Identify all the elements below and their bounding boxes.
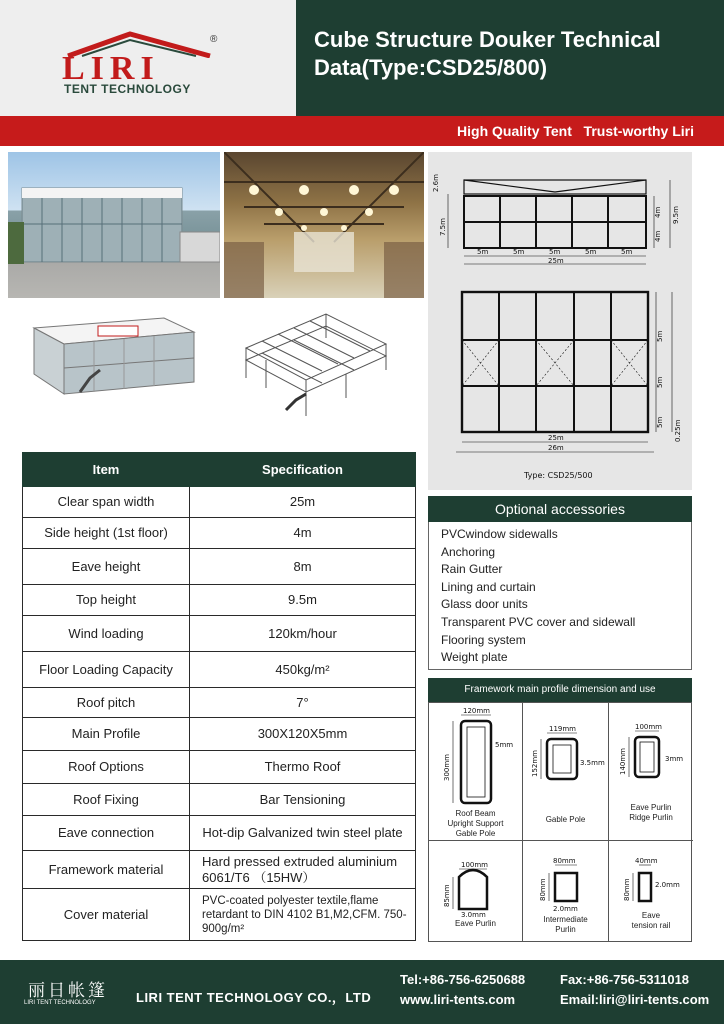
intermediate-purlin-width: 80mm: [553, 857, 576, 865]
eave-purlin-thickness: 3mm: [665, 755, 684, 763]
dim-plan-bay-1: 5m: [656, 330, 664, 342]
gable-pole-height: 152mm: [531, 750, 539, 777]
dim-bay-1: 5m: [477, 248, 489, 256]
footer-logo-cn: 丽日帐篷: [28, 981, 108, 1000]
table-row: Roof Options Thermo Roof: [23, 751, 416, 784]
table-row: Eave height 8m: [23, 549, 416, 585]
table-row: Roof pitch 7°: [23, 688, 416, 718]
list-item: Transparent PVC cover and sidewall: [441, 614, 636, 629]
list-item: PVCwindow sidewalls: [441, 527, 558, 541]
list-item: Lining and curtain: [441, 579, 536, 594]
intermediate-purlin-thickness: 2.0mm: [553, 905, 578, 913]
gable-pole-thickness: 3.5mm: [580, 759, 605, 767]
eave-tension-rail-height: 80mm: [623, 878, 631, 901]
dim-plan-span: 25m: [548, 434, 564, 442]
optional-accessories-list: [428, 522, 692, 670]
intermediate-purlin-profile-icon: [523, 841, 609, 913]
dim-elev-right-1: 4m: [654, 206, 662, 218]
table-row: Eave connection Hot-dip Galvanized twin steel plate: [23, 816, 416, 851]
list-item: Rain Gutter: [441, 562, 503, 577]
registered-mark: ®: [210, 34, 218, 45]
logo-subtitle: TENT TECHNOLOGY: [64, 82, 191, 96]
eave-purlin-c-profile-icon: [429, 841, 523, 917]
dim-bay-2: 5m: [513, 248, 525, 256]
roof-beam-height: 300mm: [443, 754, 451, 781]
eave-purlin-c-thickness: 3.0mm: [461, 911, 486, 917]
exterior-photo: [8, 152, 220, 298]
dim-elev-right-2: 4m: [654, 230, 662, 242]
table-row: Framework material Hard pressed extruded aluminium 6061/T6 （15HW）: [23, 851, 416, 889]
rendering-3d: [24, 308, 200, 400]
list-item: Anchoring: [441, 544, 496, 559]
intermediate-purlin-height: 80mm: [539, 878, 547, 901]
table-row: Wind loading 120km/hour: [23, 616, 416, 652]
table-row: Roof Fixing Bar Tensioning: [23, 784, 416, 816]
framework-profiles-grid: [428, 702, 692, 942]
col-header-spec: Specification: [190, 453, 416, 487]
table-row: Main Profile 300X120X5mm: [23, 718, 416, 751]
page-title: Cube Structure Douker Technical Data(Type:CSD25/800): [314, 27, 661, 80]
dim-plan-bay-3: 5m: [656, 416, 664, 428]
framework-profiles-title: Framework main profile dimension and use: [428, 678, 692, 702]
dim-span: 25m: [548, 257, 564, 265]
fax-number: Fax:+86-756-5311018: [560, 972, 690, 987]
eave-tension-rail-profile-icon: [609, 841, 693, 909]
interior-photo: [224, 152, 424, 298]
list-item: Weight plate: [441, 650, 508, 665]
dim-elev-left: 7.5m: [439, 218, 447, 236]
drawing-type-label: Type: CSD25/500: [524, 471, 593, 480]
list-item: Flooring system: [441, 632, 526, 647]
profile-eave-ridge-purlin: 100mm 140mm 3mm Eave Purlin Ridge Purlin: [609, 703, 693, 841]
dim-plan-total: 26m: [548, 444, 564, 452]
table-row: Cover material PVC-coated polyester textile,flame retardant to DIN 4102 B1,M2,CFM. 750-900g/m²: [23, 889, 416, 941]
eave-purlin-width: 100mm: [635, 723, 662, 731]
frame-structure-drawing: [236, 308, 390, 424]
dim-bay-4: 5m: [585, 248, 597, 256]
footer: [0, 960, 724, 1024]
dim-elev-top: 2.6m: [432, 174, 440, 192]
company-name: LIRI TENT TECHNOLOGY CO.，LTD: [136, 990, 372, 1005]
table-row: Side height (1st floor) 4m: [23, 518, 416, 549]
eave-purlin-c-width: 100mm: [461, 861, 488, 869]
dim-plan-bay-2: 5m: [656, 376, 664, 388]
eave-purlin-profile-icon: [609, 703, 693, 799]
spec-table: [22, 452, 416, 941]
phone-number: Tel:+86-756-6250688: [400, 972, 526, 987]
roof-beam-width: 120mm: [463, 707, 490, 715]
profile-intermediate-purlin: 80mm 80mm 2.0mm Intermediate Purlin: [523, 841, 609, 941]
table-row: Clear span width 25m: [23, 487, 416, 518]
dim-bay-5: 5m: [621, 248, 633, 256]
eave-purlin-height: 140mm: [619, 748, 627, 775]
col-header-item: Item: [23, 453, 190, 487]
roof-beam-thickness: 5mm: [495, 741, 514, 749]
table-row: Floor Loading Capacity 450kg/m²: [23, 652, 416, 688]
eave-tension-rail-width: 40mm: [635, 857, 658, 865]
eave-purlin-c-height: 85mm: [443, 884, 451, 907]
technical-drawing-panel: [428, 152, 692, 490]
profile-eave-tension-rail: 40mm 80mm 2.0mm Eave tension rail: [609, 841, 693, 941]
profile-roof-beam: 120mm 300mm 5mm Roof Beam Upright Support Gable Pole: [429, 703, 523, 841]
dim-elev-total: 9.5m: [672, 206, 680, 224]
gable-pole-width: 119mm: [549, 725, 576, 733]
logo-wordmark: LIRI: [62, 50, 160, 87]
roof-beam-profile-icon: [429, 703, 523, 807]
eave-tension-rail-thickness: 2.0mm: [655, 881, 680, 889]
liri-logo: [60, 28, 230, 98]
tagline-bar: [0, 116, 724, 146]
elevation-and-plan-drawing: [428, 152, 692, 490]
list-item: Glass door units: [441, 597, 528, 612]
dim-plan-side: 0.25m: [674, 419, 682, 442]
profile-eave-purlin-c: 100mm 85mm 3.0mm Eave Purlin: [429, 841, 523, 941]
tagline: High Quality Tent Trust-worthy Liri: [457, 123, 694, 139]
profile-gable-pole: 119mm 152mm 3.5mm Gable Pole: [523, 703, 609, 841]
dim-bay-3: 5m: [549, 248, 561, 256]
footer-logo-en: LIRI TENT TECHNOLOGY: [24, 1000, 96, 1006]
footer-logo: [20, 970, 120, 1014]
optional-accessories-title: Optional accessories: [428, 496, 692, 522]
gable-pole-profile-icon: [523, 703, 609, 803]
email-link[interactable]: Email:liri@liri-tents.com: [560, 992, 710, 1007]
header-logo-area: [0, 0, 296, 116]
table-row: Top height 9.5m: [23, 585, 416, 616]
website-link[interactable]: www.liri-tents.com: [400, 992, 516, 1007]
